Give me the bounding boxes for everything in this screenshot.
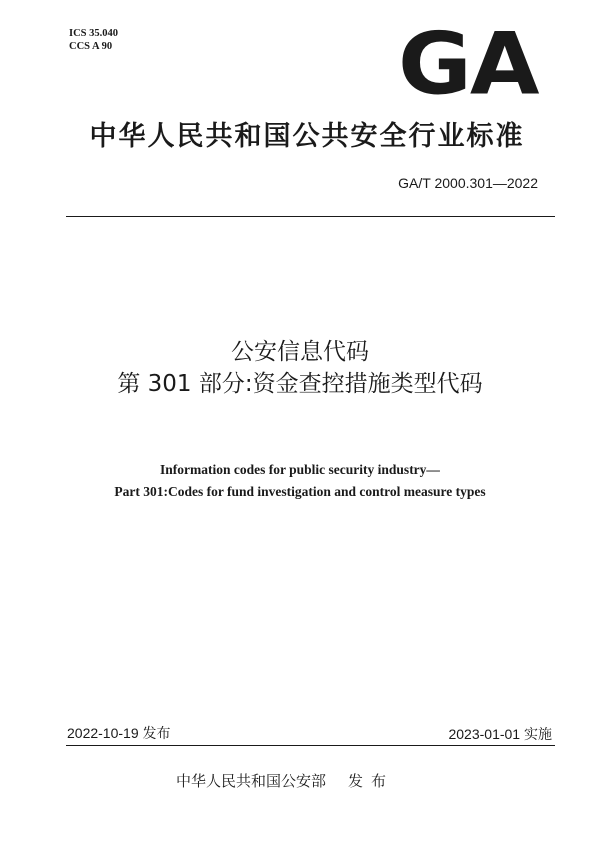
implementation-date: 2023-01-01 实施 <box>448 726 552 742</box>
ga-logo: GA <box>398 14 538 115</box>
title-en-line2: Part 301:Codes for fund investigation and control measure types <box>114 484 486 499</box>
industry-standard-title: 中华人民共和国公共安全行业标准 <box>89 121 525 152</box>
title-zh-line2: 第 301 部分:资金查控措施类型代码 <box>117 371 483 397</box>
issuer-line <box>176 771 394 791</box>
title-zh-line1: 公安信息代码 <box>231 339 369 365</box>
ics-code: ICS 35.040 <box>69 28 119 39</box>
standard-number: GA/T 2000.301—2022 <box>398 175 538 191</box>
classification-codes <box>69 27 118 53</box>
bottom-divider <box>66 745 555 746</box>
ccs-code: CCS A 90 <box>69 41 113 52</box>
issuer-name: 中华人民共和国公安部 <box>176 772 327 790</box>
issue-date: 2022-10-19 发布 <box>67 725 171 741</box>
issuer-action: 发布 <box>348 772 395 790</box>
top-divider <box>66 216 555 217</box>
title-en-line1: Information codes for public security industry— <box>160 462 440 477</box>
